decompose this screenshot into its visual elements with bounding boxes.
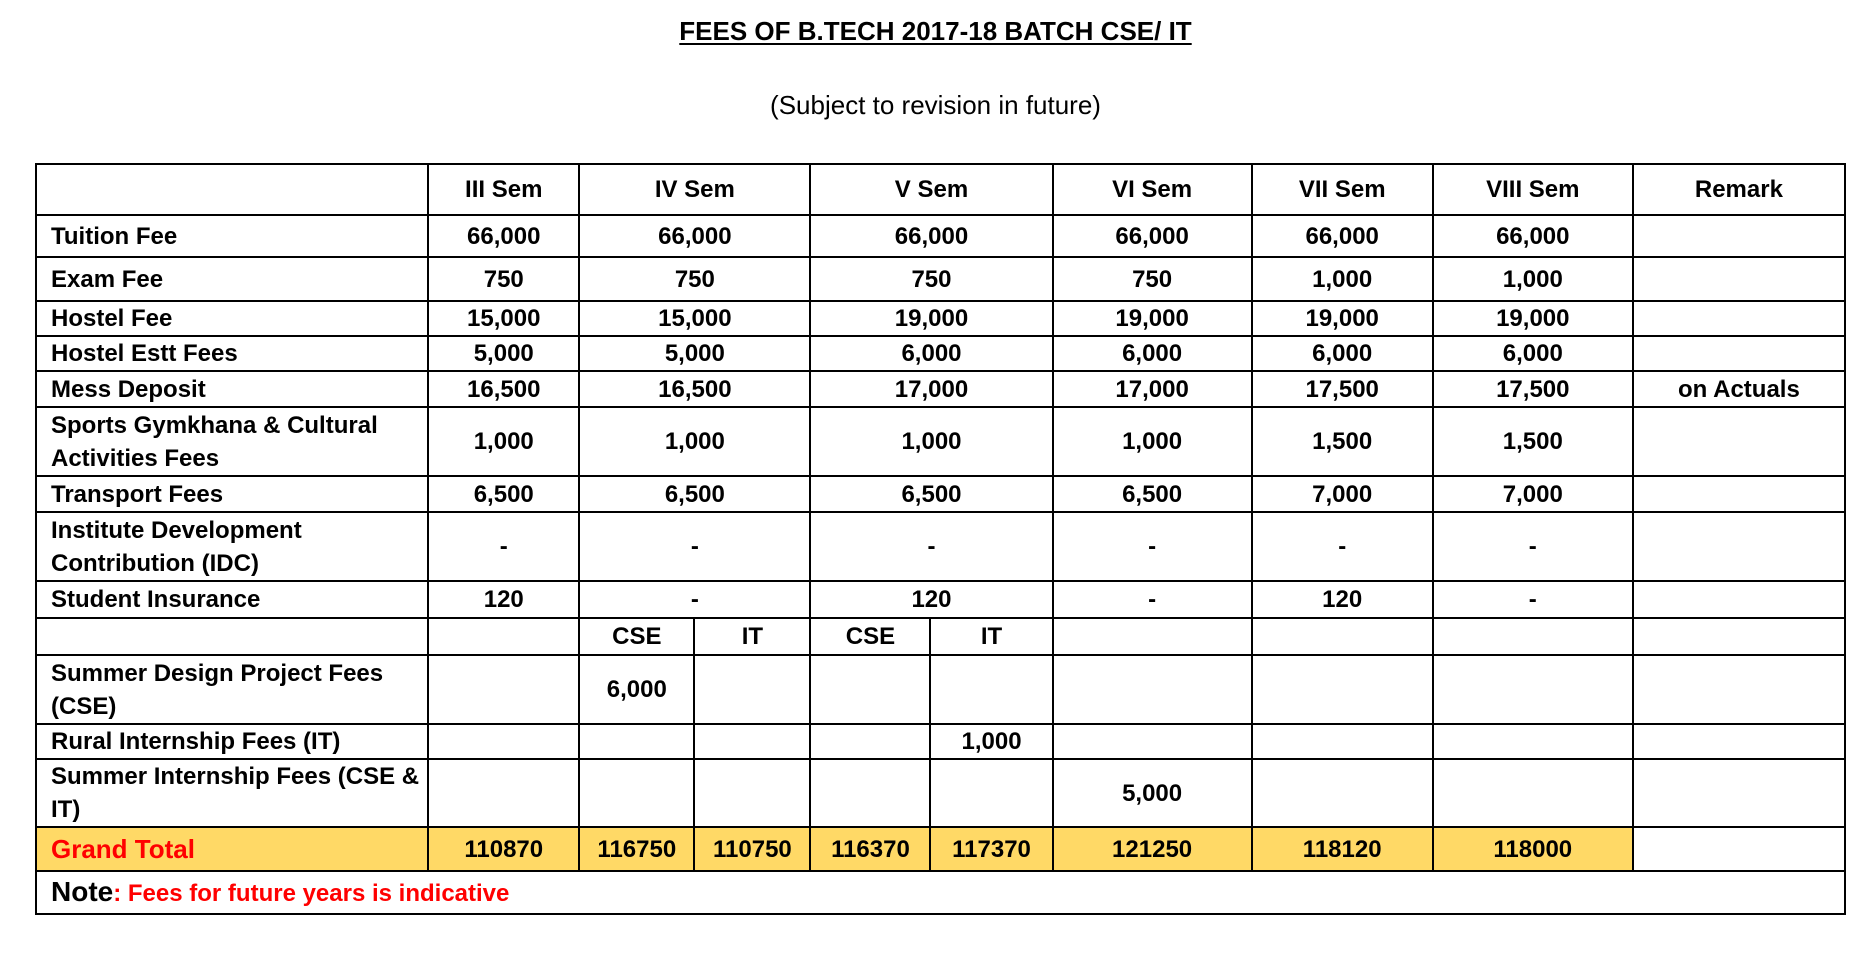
table-cell: 16,500 <box>428 371 579 407</box>
table-cell: 6,500 <box>428 476 579 512</box>
branch-header-sem5-cse: CSE <box>810 618 930 655</box>
grand-total-cell: 116370 <box>810 827 930 871</box>
table-cell: - <box>579 512 810 581</box>
table-cell: 15,000 <box>579 301 810 336</box>
table-cell <box>1633 618 1845 655</box>
table-cell <box>1252 655 1433 724</box>
table-cell: 120 <box>1252 581 1433 618</box>
table-cell <box>1252 759 1433 827</box>
table-cell: 6,000 <box>579 655 694 724</box>
header-sem3: III Sem <box>428 164 579 215</box>
table-cell <box>1433 655 1633 724</box>
grand-total-label: Grand Total <box>36 827 428 871</box>
table-cell: 5,000 <box>428 336 579 371</box>
table-cell: 750 <box>810 257 1052 301</box>
row-label: Hostel Fee <box>36 301 428 336</box>
header-remark: Remark <box>1633 164 1845 215</box>
table-cell: 6,500 <box>810 476 1052 512</box>
grand-total-cell <box>1633 827 1845 871</box>
table-cell: 66,000 <box>1433 215 1633 257</box>
header-sem7: VII Sem <box>1252 164 1433 215</box>
note-prefix: Note <box>51 876 114 907</box>
table-cell <box>1433 618 1633 655</box>
table-cell <box>1633 476 1845 512</box>
table-cell <box>1433 724 1633 759</box>
page-subtitle: (Subject to revision in future) <box>770 90 1101 120</box>
table-cell: 7,000 <box>1252 476 1433 512</box>
table-row <box>36 301 1845 336</box>
note-text: : Fees for future years is indicative <box>113 880 510 907</box>
table-cell: 1,000 <box>810 407 1052 476</box>
table-cell <box>1633 336 1845 371</box>
table-row <box>36 336 1845 371</box>
header-blank <box>36 164 428 215</box>
table-cell: - <box>428 512 579 581</box>
grand-total-row <box>36 827 1845 871</box>
fees-table <box>35 163 1846 915</box>
table-cell <box>579 724 694 759</box>
table-cell: 1,000 <box>1433 257 1633 301</box>
table-cell <box>1633 724 1845 759</box>
table-cell <box>1633 215 1845 257</box>
table-cell <box>1252 724 1433 759</box>
table-cell: 1,000 <box>1053 407 1252 476</box>
table-cell: 6,000 <box>1433 336 1633 371</box>
table-cell: 17,000 <box>810 371 1052 407</box>
table-cell: 750 <box>428 257 579 301</box>
table-cell: 16,500 <box>579 371 810 407</box>
table-cell <box>428 655 579 724</box>
row-label: Summer Internship Fees (CSE & IT) <box>36 759 428 827</box>
grand-total-cell: 110870 <box>428 827 579 871</box>
grand-total-cell: 117370 <box>930 827 1052 871</box>
table-cell <box>1633 581 1845 618</box>
row-label: Summer Design Project Fees (CSE) <box>36 655 428 724</box>
grand-total-cell: 121250 <box>1053 827 1252 871</box>
row-label: Hostel Estt Fees <box>36 336 428 371</box>
table-cell <box>1633 301 1845 336</box>
table-cell <box>694 655 810 724</box>
header-sem5: V Sem <box>810 164 1052 215</box>
table-cell <box>930 759 1052 827</box>
table-cell <box>694 724 810 759</box>
table-cell: 66,000 <box>579 215 810 257</box>
table-cell: 17,500 <box>1252 371 1433 407</box>
table-cell <box>36 618 428 655</box>
row-label: Tuition Fee <box>36 215 428 257</box>
table-row <box>36 512 1845 581</box>
table-cell: 66,000 <box>428 215 579 257</box>
table-cell: - <box>1252 512 1433 581</box>
row-label: Mess Deposit <box>36 371 428 407</box>
table-cell: 17,000 <box>1053 371 1252 407</box>
table-row <box>36 215 1845 257</box>
table-cell <box>1633 655 1845 724</box>
table-cell: 1,000 <box>428 407 579 476</box>
row-label: Rural Internship Fees (IT) <box>36 724 428 759</box>
table-cell <box>1053 655 1252 724</box>
table-cell: 750 <box>1053 257 1252 301</box>
table-cell: 66,000 <box>1053 215 1252 257</box>
table-cell <box>579 759 694 827</box>
grand-total-cell: 118120 <box>1252 827 1433 871</box>
table-row <box>36 371 1845 407</box>
header-sem4: IV Sem <box>579 164 810 215</box>
note-row <box>36 871 1845 914</box>
table-cell: 19,000 <box>1053 301 1252 336</box>
remark-cell: on Actuals <box>1633 371 1845 407</box>
table-cell: 1,000 <box>1252 257 1433 301</box>
table-cell: 6,500 <box>1053 476 1252 512</box>
table-cell <box>1633 512 1845 581</box>
table-cell: 66,000 <box>810 215 1052 257</box>
table-cell: 7,000 <box>1433 476 1633 512</box>
table-cell: 15,000 <box>428 301 579 336</box>
table-cell: 66,000 <box>1252 215 1433 257</box>
table-cell: 6,000 <box>810 336 1052 371</box>
table-cell: - <box>1053 581 1252 618</box>
table-cell <box>1252 618 1433 655</box>
table-cell: 120 <box>428 581 579 618</box>
table-cell: 1,000 <box>579 407 810 476</box>
table-cell <box>1633 407 1845 476</box>
table-cell <box>428 618 579 655</box>
table-cell: - <box>810 512 1052 581</box>
table-cell: 1,000 <box>930 724 1052 759</box>
row-label: Student Insurance <box>36 581 428 618</box>
table-cell: 19,000 <box>1252 301 1433 336</box>
table-cell: 19,000 <box>1433 301 1633 336</box>
table-cell <box>930 655 1052 724</box>
table-cell: 750 <box>579 257 810 301</box>
table-cell: - <box>1433 512 1633 581</box>
table-cell <box>1053 724 1252 759</box>
table-row <box>36 759 1845 827</box>
table-cell: 1,500 <box>1252 407 1433 476</box>
table-cell <box>1633 257 1845 301</box>
table-cell: 6,500 <box>579 476 810 512</box>
table-cell <box>1433 759 1633 827</box>
table-cell <box>428 759 579 827</box>
row-label: Institute Development Contribution (IDC) <box>36 512 428 581</box>
table-cell <box>428 724 579 759</box>
table-cell: 17,500 <box>1433 371 1633 407</box>
header-sem6: VI Sem <box>1053 164 1252 215</box>
table-header-row <box>36 164 1845 215</box>
row-label: Exam Fee <box>36 257 428 301</box>
row-label: Transport Fees <box>36 476 428 512</box>
table-cell: - <box>1433 581 1633 618</box>
branch-header-row <box>36 618 1845 655</box>
table-row <box>36 476 1845 512</box>
grand-total-cell: 110750 <box>694 827 810 871</box>
table-cell: 120 <box>810 581 1052 618</box>
branch-header-sem4-it: IT <box>694 618 810 655</box>
table-cell: - <box>1053 512 1252 581</box>
header-sem8: VIII Sem <box>1433 164 1633 215</box>
table-cell: - <box>579 581 810 618</box>
table-cell: 19,000 <box>810 301 1052 336</box>
table-cell: 6,000 <box>1252 336 1433 371</box>
grand-total-cell: 118000 <box>1433 827 1633 871</box>
table-cell <box>694 759 810 827</box>
table-row <box>36 257 1845 301</box>
branch-header-sem4-cse: CSE <box>579 618 694 655</box>
table-cell <box>810 759 930 827</box>
table-cell <box>810 655 930 724</box>
grand-total-cell: 116750 <box>579 827 694 871</box>
table-cell <box>1053 618 1252 655</box>
row-label: Sports Gymkhana & Cultural Activities Fees <box>36 407 428 476</box>
table-cell: 1,500 <box>1433 407 1633 476</box>
table-row <box>36 724 1845 759</box>
table-cell <box>1633 759 1845 827</box>
table-row <box>36 407 1845 476</box>
table-cell: 5,000 <box>579 336 810 371</box>
table-row <box>36 581 1845 618</box>
page-title: FEES OF B.TECH 2017-18 BATCH CSE/ IT <box>679 16 1192 46</box>
table-row <box>36 655 1845 724</box>
table-cell: 6,000 <box>1053 336 1252 371</box>
branch-header-sem5-it: IT <box>930 618 1052 655</box>
table-cell <box>810 724 930 759</box>
note-cell <box>36 871 1845 914</box>
table-cell: 5,000 <box>1053 759 1252 827</box>
